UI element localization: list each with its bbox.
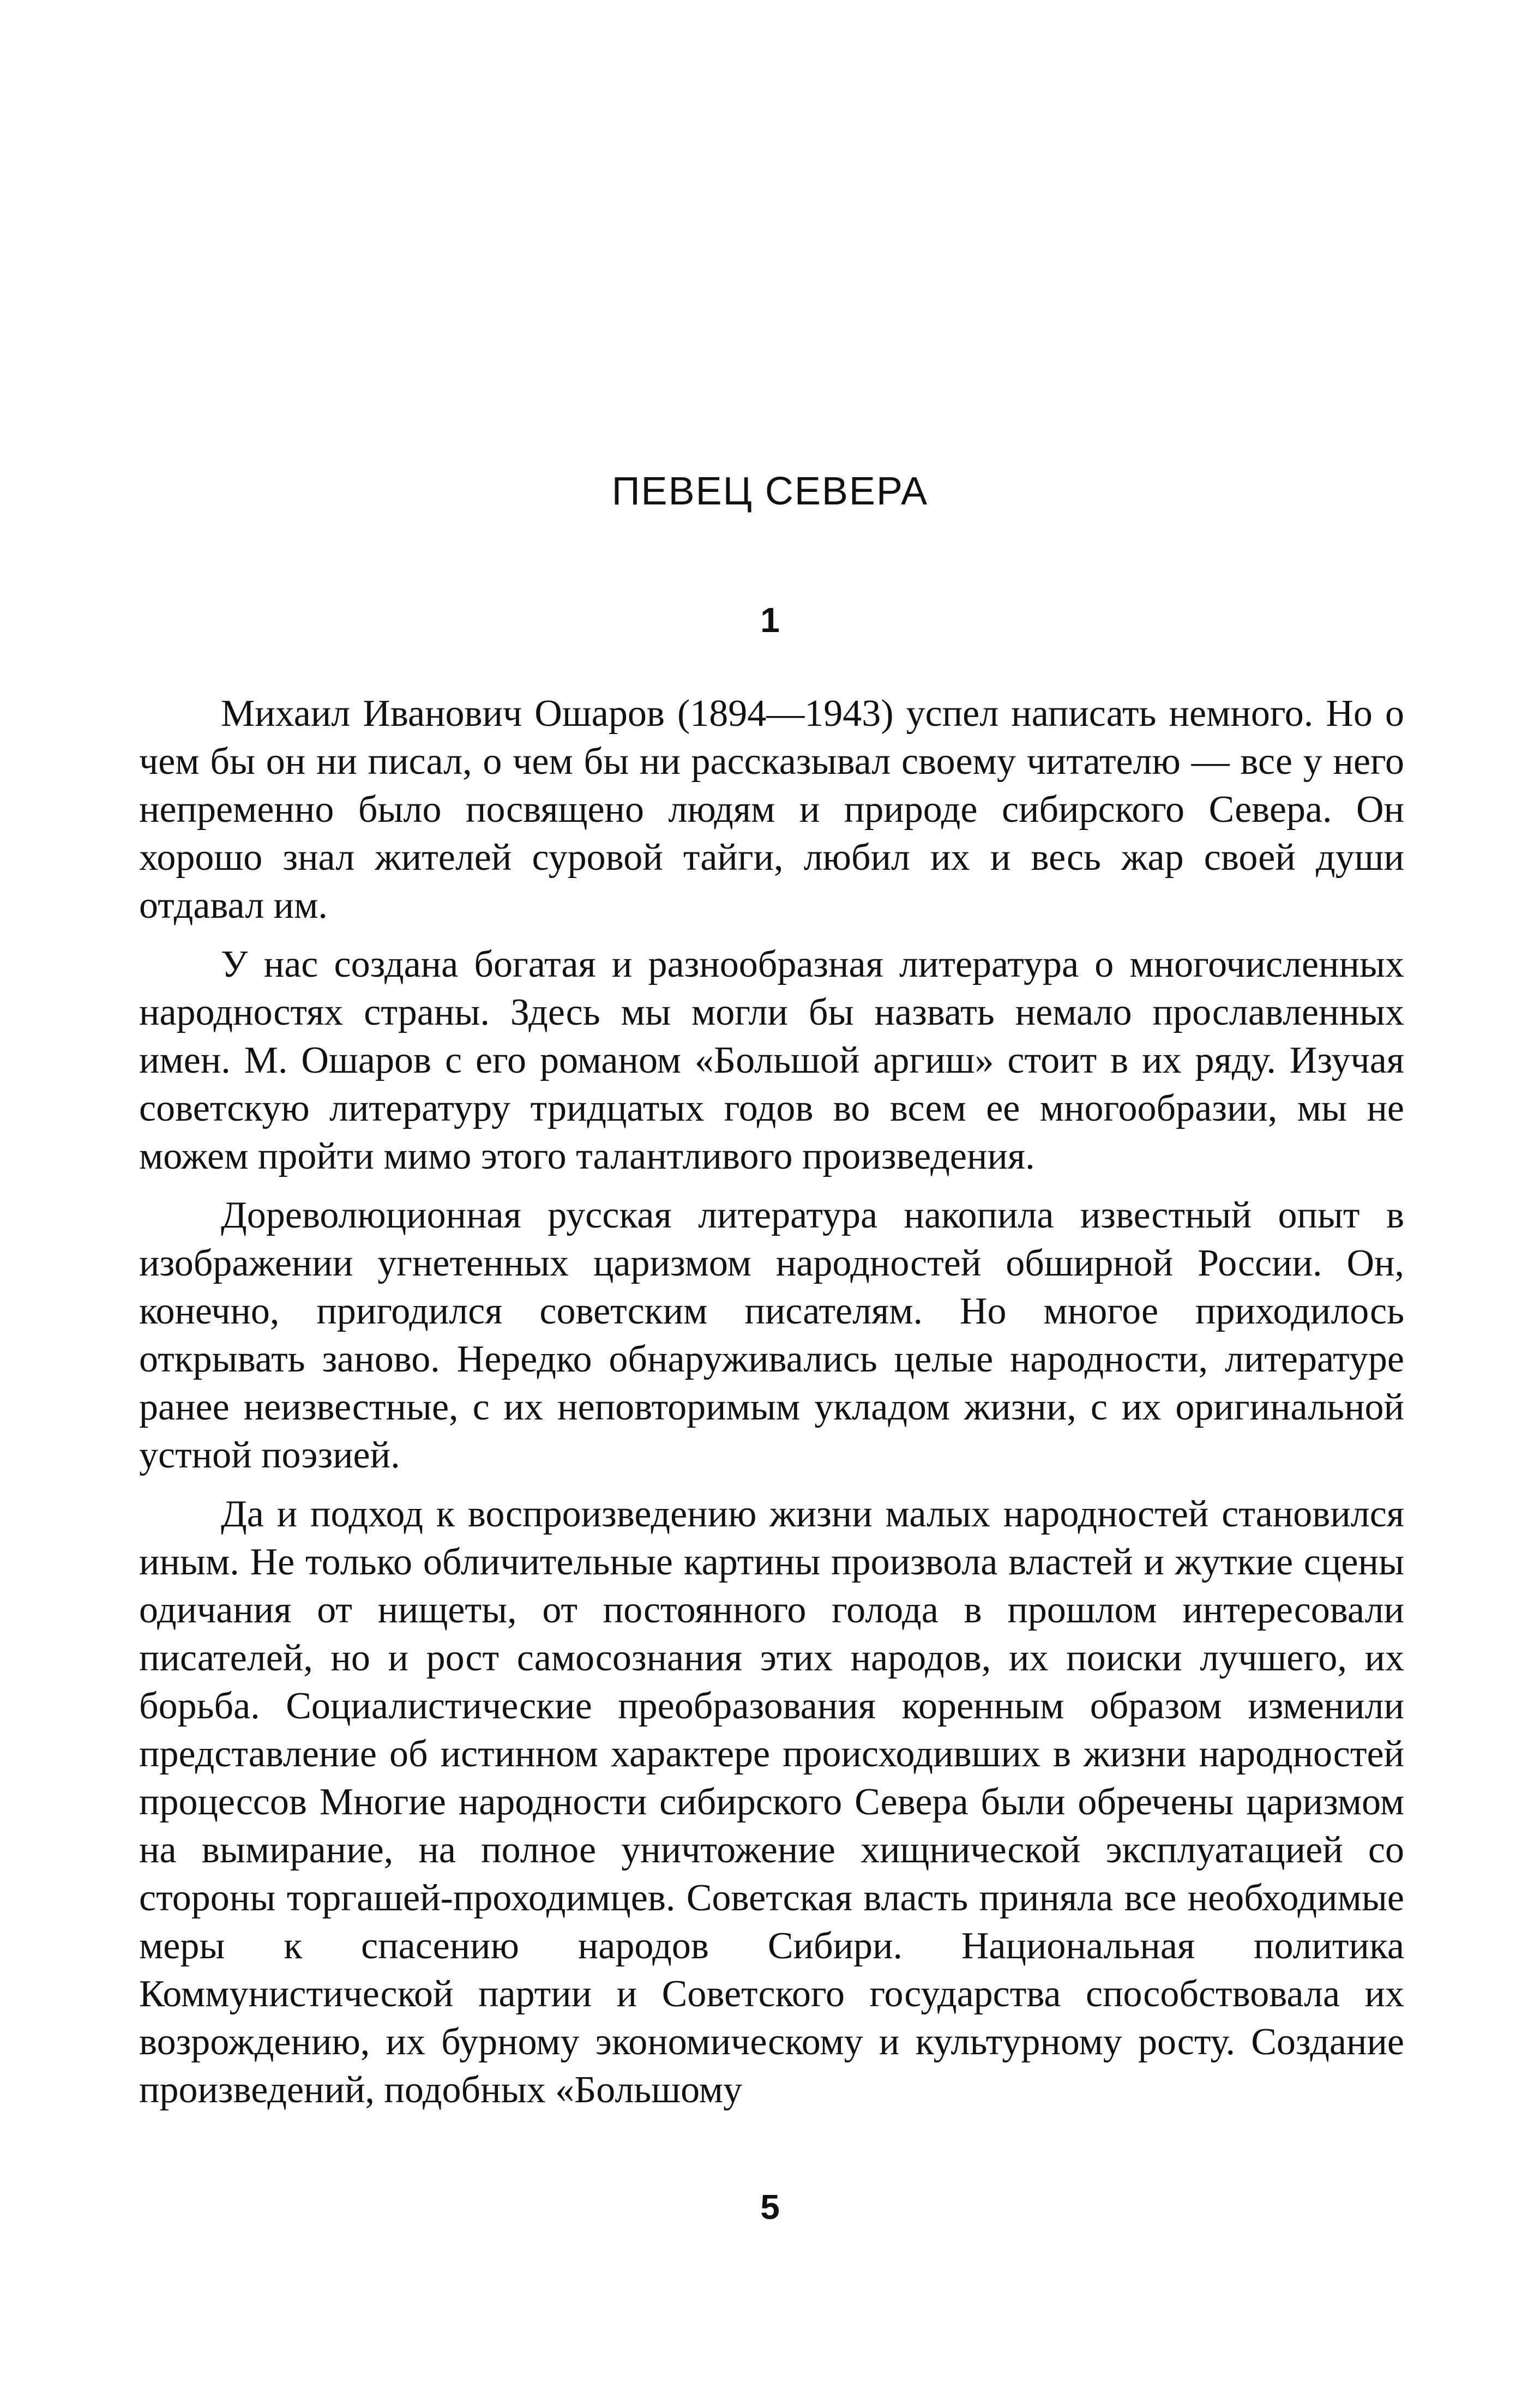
paragraph-2: У нас создана богатая и разнообразная литература о многочисленных народностях страны. Здесь мы могли бы назвать немало прославленных имен. М. Ошаров с его романом «Большой аргиш» стоит в их ряду. Изучая советскую литературу тридцатых годов во всем ее многообразии, мы не можем пройти мимо этого талантливого произведения. [139, 943, 1404, 1177]
paragraph-1: Михаил Иванович Ошаров (1894—1943) успел написать немного. Но о чем бы он ни писал, о чем бы ни рассказывал своему читателю — все у него непременно было посвящено людям и природе сибирского Севера. Он хорошо знал жителей суровой тайги, любил их и весь жар своей души отдавал им. [139, 693, 1404, 927]
body-text [139, 690, 1404, 2125]
page-number: 5 [760, 2187, 780, 2227]
paragraph-4: Да и подход к воспроизведению жизни малых народностей становился иным. Не только обличительные картины произвола властей и жуткие сцены одичания от нищеты, от постоянного голода в прошлом интересовали писателей, но и рост самосознания этих народов, их поиски лучшего, их борьба. Социалистические преобразования коренным образом изменили представление об истинном характере происходивших в жизни народностей процессов Многие народности сибирского Севера были обречены царизмом на вымирание, на полное уничтожение хищнической эксплуатацией со стороны торгашей-проходимцев. Советская власть приняла все необходимые меры к спасению народов Сибири. Национальная политика Коммунистической партии и Советского государства способствовала их возрождению, их бурному экономическому и культурному росту. Создание произведений, подобных «Большому [139, 1493, 1404, 2111]
chapter-title: ПЕВЕЦ СЕВЕРА [611, 470, 929, 513]
paragraph-3: Дореволюционная русская литература накопила известный опыт в изображении угнетенных царизмом народностей обширной России. Он, конечно, пригодился советским писателям. Но многое приходилось открывать заново. Нередко обнаруживались целые народности, литературе ранее неизвестные, с их неповторимым укладом жизни, с их оригинальной устной поэзией. [139, 1194, 1404, 1476]
section-number: 1 [760, 600, 780, 640]
